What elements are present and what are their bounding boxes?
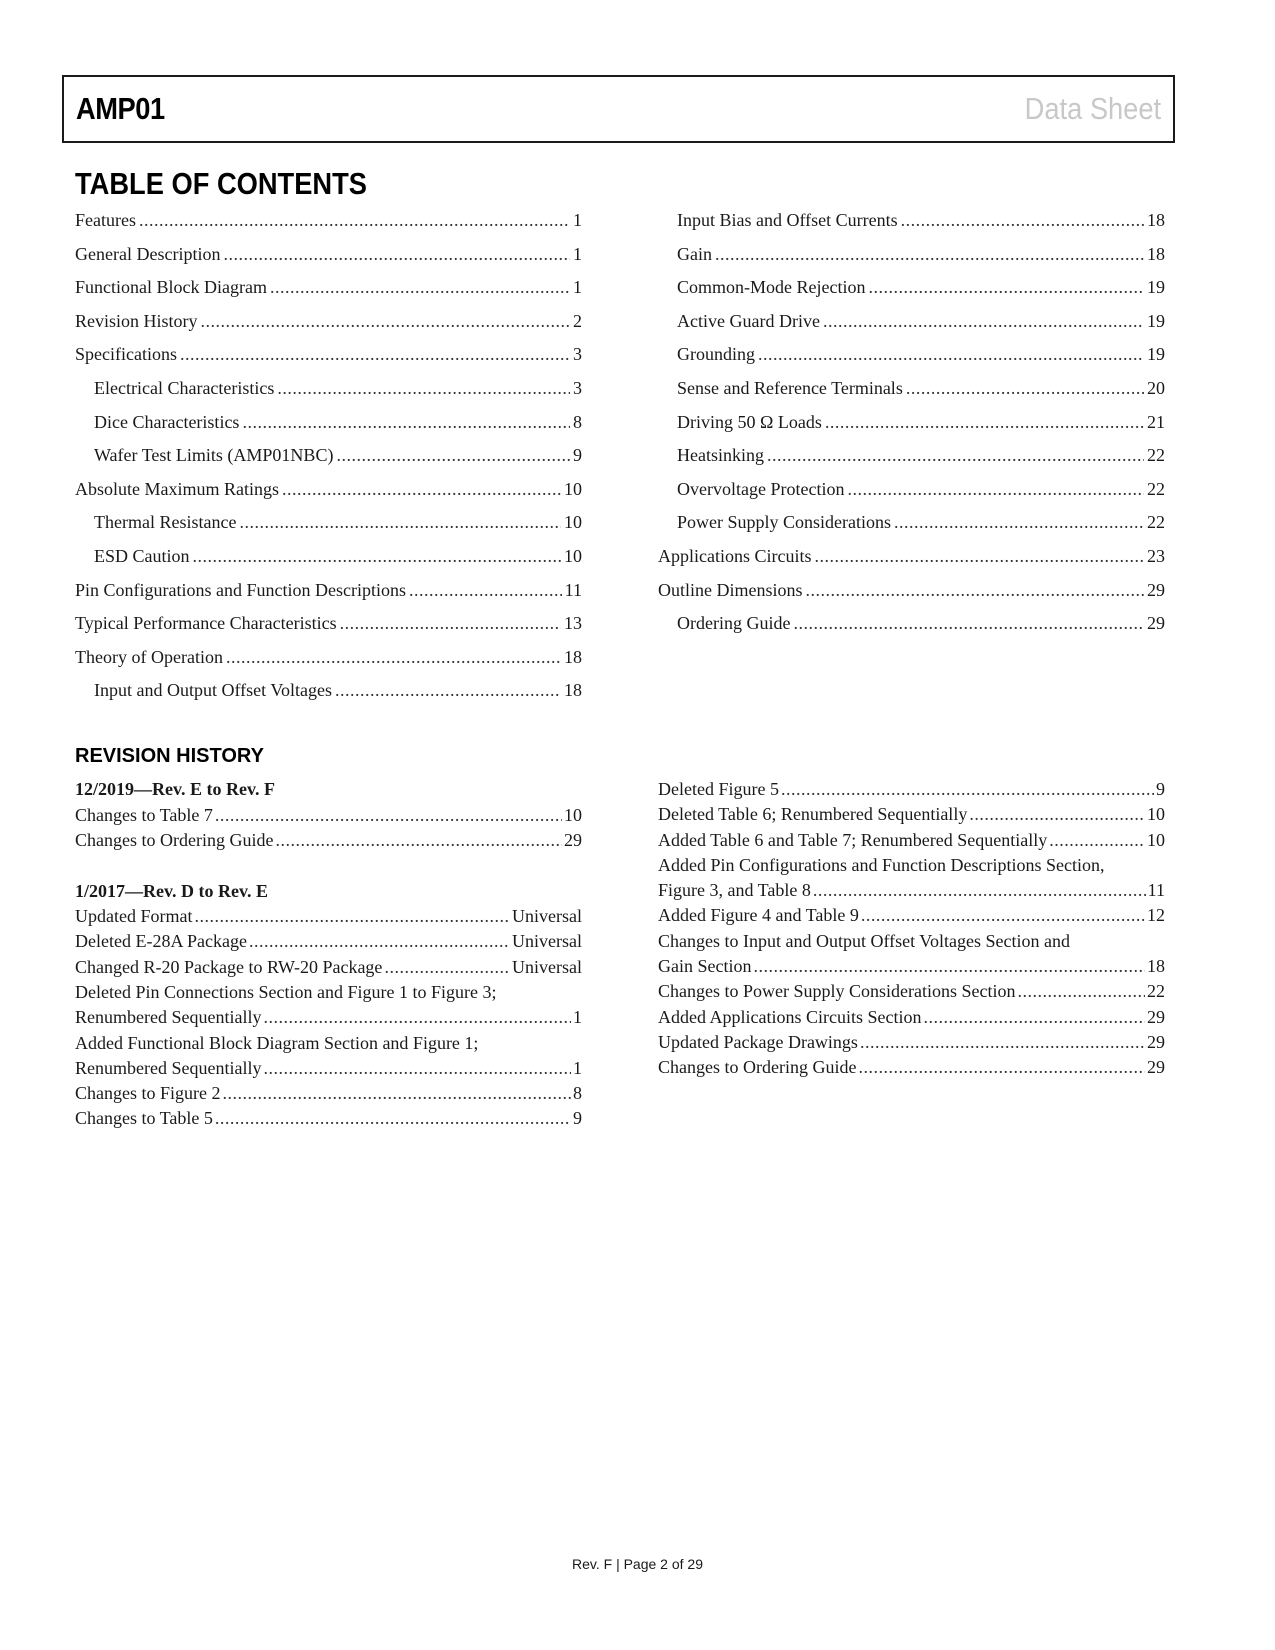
toc-entry-title: Revision History (75, 310, 198, 331)
toc-entry-page: 8 (573, 411, 582, 432)
dot-leader (193, 540, 561, 574)
toc-entry[interactable] (75, 238, 582, 272)
toc-entry[interactable] (75, 674, 582, 708)
toc-entry[interactable] (658, 607, 1165, 641)
toc-entry[interactable] (658, 305, 1165, 339)
dot-leader (270, 271, 570, 305)
revision-entry (658, 1030, 1165, 1055)
revision-entry (75, 929, 582, 954)
toc-entry-page: 22 (1147, 512, 1165, 533)
revision-entry-text: Changed R-20 Package to RW-20 Package (75, 956, 383, 977)
dot-leader (825, 406, 1144, 440)
product-title: AMP01 (76, 91, 165, 126)
toc-entry-title: Input and Output Offset Voltages (94, 680, 332, 701)
toc-entry-title: Input Bias and Offset Currents (677, 210, 898, 230)
dot-leader (767, 439, 1144, 473)
toc-entry[interactable] (658, 406, 1165, 440)
revision-entry-page: 1 (573, 1007, 582, 1028)
toc-entry-page: 18 (564, 646, 582, 667)
revision-entry-page: Universal (512, 956, 582, 977)
toc-entry-title: Common-Mode Rejection (677, 277, 866, 298)
dot-leader (249, 929, 510, 954)
dot-leader (901, 204, 1144, 238)
revision-entry-page: 10 (564, 804, 582, 825)
revision-entry-text: Deleted Figure 5 (658, 779, 779, 799)
revision-entry-page: 8 (573, 1083, 582, 1104)
toc-entry-page: 1 (573, 243, 582, 264)
revision-group-title: 1/2017—Rev. D to Rev. E (75, 880, 268, 901)
toc-entry-page: 23 (1147, 545, 1165, 566)
revision-entry-line: Deleted Pin Connections Section and Figure 1 to Figure 3; (75, 981, 497, 1002)
toc-entry[interactable] (658, 506, 1165, 540)
toc-entry-page: 13 (564, 613, 582, 634)
document-type-label: Data Sheet (1024, 91, 1161, 126)
revision-entry-page: 18 (1147, 956, 1165, 977)
toc-entry-page: 20 (1147, 377, 1165, 398)
revision-entry (658, 802, 1165, 827)
revision-column-left (75, 777, 582, 1132)
revision-entry-page: 10 (1147, 804, 1165, 825)
toc-entry-title: Sense and Reference Terminals (677, 377, 903, 398)
dot-leader (781, 777, 1154, 802)
toc-entry-title: Ordering Guide (677, 613, 791, 634)
toc-entry[interactable] (75, 305, 582, 339)
revision-entry-text: Added Table 6 and Table 7; Renumbered Sequentially (658, 829, 1048, 850)
toc-entry[interactable] (658, 473, 1165, 507)
toc-entry[interactable] (75, 406, 582, 440)
toc-entry[interactable] (658, 372, 1165, 406)
revision-entry-line: Changes to Input and Output Offset Voltages Section and (658, 930, 1070, 951)
dot-leader (139, 204, 570, 238)
revision-entry-line: Added Pin Configurations and Function Descriptions Section, (658, 854, 1105, 875)
dot-leader (384, 955, 510, 980)
dot-leader (753, 954, 1145, 979)
dot-leader (335, 674, 561, 708)
revision-entry-text: Updated Format (75, 906, 193, 927)
dot-leader (906, 372, 1144, 406)
toc-entry[interactable] (75, 574, 582, 608)
toc-entry-title: Dice Characteristics (94, 411, 240, 432)
toc-entry-page: 1 (573, 277, 582, 298)
dot-leader (806, 574, 1145, 608)
toc-entry[interactable] (75, 271, 582, 305)
toc-entry[interactable] (75, 204, 582, 238)
revision-entry (75, 1081, 582, 1106)
toc-entry-page: 1 (573, 210, 582, 230)
toc-entry-page: 19 (1147, 310, 1165, 331)
dot-leader (226, 641, 561, 675)
toc-entry-page: 3 (573, 377, 582, 398)
revision-history-heading: REVISION HISTORY (75, 745, 264, 767)
toc-entry-title: Thermal Resistance (94, 512, 237, 533)
toc-entry-title: Features (75, 210, 136, 230)
toc-entry-title: Specifications (75, 344, 177, 365)
toc-entry[interactable] (658, 271, 1165, 305)
toc-heading: TABLE OF CONTENTS (75, 166, 367, 201)
revision-entry (75, 1005, 582, 1030)
toc-entry[interactable] (658, 439, 1165, 473)
toc-entry-page: 19 (1147, 344, 1165, 365)
toc-entry-title: Theory of Operation (75, 646, 223, 667)
toc-entry-title: Gain (677, 243, 712, 264)
toc-entry-title: Heatsinking (677, 445, 764, 466)
toc-entry-title: Grounding (677, 344, 755, 365)
revision-entry-text: Changes to Table 5 (75, 1108, 213, 1129)
toc-entry-page: 3 (573, 344, 582, 365)
dot-leader (409, 574, 562, 608)
toc-entry-page: 29 (1147, 613, 1165, 634)
dot-leader (715, 238, 1144, 272)
toc-entry[interactable] (75, 540, 582, 574)
revision-entry-text: Changes to Figure 2 (75, 1083, 221, 1104)
dot-leader (1017, 979, 1145, 1004)
toc-entry-title: Driving 50 Ω Loads (677, 411, 822, 432)
revision-entry-text: Figure 3, and Table 8 (658, 880, 811, 901)
revision-entry (75, 1056, 582, 1081)
dot-leader (215, 803, 562, 828)
toc-entry-title: Applications Circuits (658, 545, 812, 566)
revision-entry (75, 828, 582, 853)
revision-entry-text: Changes to Table 7 (75, 804, 213, 825)
toc-entry-title: Absolute Maximum Ratings (75, 478, 279, 499)
dot-leader (861, 903, 1145, 928)
dot-leader (823, 305, 1144, 339)
header-bar (62, 75, 1175, 143)
revision-column-right (658, 777, 1165, 1081)
dot-leader (868, 271, 1144, 305)
revision-entry-page: Universal (512, 931, 582, 952)
toc-entry-title: Overvoltage Protection (677, 478, 845, 499)
toc-entry[interactable] (75, 506, 582, 540)
dot-leader (336, 439, 570, 473)
toc-entry-page: 18 (1147, 243, 1165, 264)
toc-entry[interactable] (658, 338, 1165, 372)
toc-entry-title: Active Guard Drive (677, 310, 820, 331)
dot-leader (1049, 828, 1145, 853)
dot-leader (758, 338, 1144, 372)
revision-entry-text: Deleted Table 6; Renumbered Sequentially (658, 804, 968, 825)
revision-entry-text: Renumbered Sequentially (75, 1007, 262, 1028)
toc-entry[interactable] (658, 574, 1165, 608)
toc-entry[interactable] (75, 473, 582, 507)
revision-group-title: 12/2019—Rev. E to Rev. F (75, 779, 275, 799)
toc-entry-title: ESD Caution (94, 545, 190, 566)
dot-leader (201, 305, 570, 339)
dot-leader (814, 540, 1144, 574)
toc-entry-title: Power Supply Considerations (677, 512, 891, 533)
toc-entry-title: General Description (75, 243, 221, 264)
toc-entry-title: Functional Block Diagram (75, 277, 267, 298)
toc-entry-page: 2 (573, 310, 582, 331)
revision-entry-page: 29 (564, 829, 582, 850)
revision-entry-text: Added Applications Circuits Section (658, 1006, 922, 1027)
dot-leader (242, 406, 570, 440)
toc-column-right (658, 204, 1165, 641)
toc-entry-page: 11 (564, 579, 582, 600)
revision-entry-text: Added Figure 4 and Table 9 (658, 905, 859, 926)
toc-entry-title: Typical Performance Characteristics (75, 613, 337, 634)
revision-entry-text: Changes to Ordering Guide (658, 1057, 857, 1078)
revision-entry (75, 1106, 582, 1131)
toc-entry-title: Pin Configurations and Function Descriptions (75, 579, 406, 600)
revision-entry (658, 1055, 1165, 1080)
toc-entry-page: 10 (564, 478, 582, 499)
toc-entry[interactable] (658, 540, 1165, 574)
revision-entry-text: Deleted E-28A Package (75, 931, 247, 952)
toc-entry-page: 10 (564, 545, 582, 566)
revision-entry (658, 903, 1165, 928)
toc-entry-page: 18 (564, 680, 582, 701)
revision-entry-page: 29 (1147, 1006, 1165, 1027)
toc-column-left (75, 204, 582, 708)
toc-entry-page: 22 (1147, 445, 1165, 466)
revision-entry-text: Changes to Ordering Guide (75, 829, 274, 850)
revision-entry (658, 979, 1165, 1004)
dot-leader (263, 1005, 571, 1030)
revision-entry (658, 1005, 1165, 1030)
dot-leader (813, 878, 1146, 903)
revision-entry (658, 878, 1165, 903)
dot-leader (180, 338, 570, 372)
page-footer: Rev. F | Page 2 of 29 (571, 1556, 703, 1572)
revision-entry (658, 777, 1165, 802)
revision-entry (658, 828, 1165, 853)
toc-entry-title: Electrical Characteristics (94, 377, 275, 398)
revision-entry-page: Universal (512, 906, 582, 927)
toc-entry-page: 18 (1147, 210, 1165, 230)
toc-entry-page: 29 (1147, 579, 1165, 600)
dot-leader (847, 473, 1144, 507)
revision-entry-line: Added Functional Block Diagram Section and Figure 1; (75, 1032, 479, 1053)
dot-leader (969, 802, 1145, 827)
dot-leader (277, 372, 570, 406)
toc-entry-title: Wafer Test Limits (AMP01NBC) (94, 445, 334, 466)
toc-entry-page: 19 (1147, 277, 1165, 298)
dot-leader (239, 506, 561, 540)
dot-leader (282, 473, 561, 507)
dot-leader (215, 1106, 571, 1131)
dot-leader (923, 1005, 1145, 1030)
revision-entry-text: Changes to Power Supply Considerations Section (658, 981, 1016, 1002)
dot-leader (263, 1056, 571, 1081)
revision-entry (75, 955, 582, 980)
dot-leader (275, 828, 562, 853)
revision-entry-page: 9 (1156, 779, 1165, 799)
revision-entry-text: Renumbered Sequentially (75, 1057, 262, 1078)
group-spacer (75, 853, 582, 879)
dot-leader (793, 607, 1144, 641)
toc-entry-page: 10 (564, 512, 582, 533)
revision-entry (658, 954, 1165, 979)
revision-entry-page: 29 (1147, 1057, 1165, 1078)
toc-entry-title: Outline Dimensions (658, 579, 803, 600)
revision-entry-text: Gain Section (658, 956, 752, 977)
dot-leader (223, 1081, 572, 1106)
dot-leader (858, 1055, 1145, 1080)
toc-entry-page: 22 (1147, 478, 1165, 499)
toc-entry[interactable] (75, 607, 582, 641)
toc-entry[interactable] (75, 338, 582, 372)
toc-entry[interactable] (658, 204, 1165, 238)
revision-entry (75, 803, 582, 828)
revision-entry-page: 12 (1147, 905, 1165, 926)
revision-entry-text: Updated Package Drawings (658, 1031, 858, 1052)
revision-entry-page: 1 (573, 1057, 582, 1078)
toc-entry[interactable] (75, 641, 582, 675)
dot-leader (194, 904, 510, 929)
revision-entry-page: 11 (1147, 880, 1165, 901)
toc-entry[interactable] (658, 238, 1165, 272)
toc-entry-page: 21 (1147, 411, 1165, 432)
toc-entry-page: 9 (573, 445, 582, 466)
toc-entry[interactable] (75, 372, 582, 406)
dot-leader (860, 1030, 1145, 1055)
revision-entry-page: 9 (573, 1108, 582, 1129)
revision-entry-page: 29 (1147, 1031, 1165, 1052)
revision-entry-page: 22 (1147, 981, 1165, 1002)
revision-entry (75, 904, 582, 929)
dot-leader (894, 506, 1144, 540)
dot-leader (223, 238, 570, 272)
toc-entry[interactable] (75, 439, 582, 473)
dot-leader (340, 607, 561, 641)
revision-entry-page: 10 (1147, 829, 1165, 850)
